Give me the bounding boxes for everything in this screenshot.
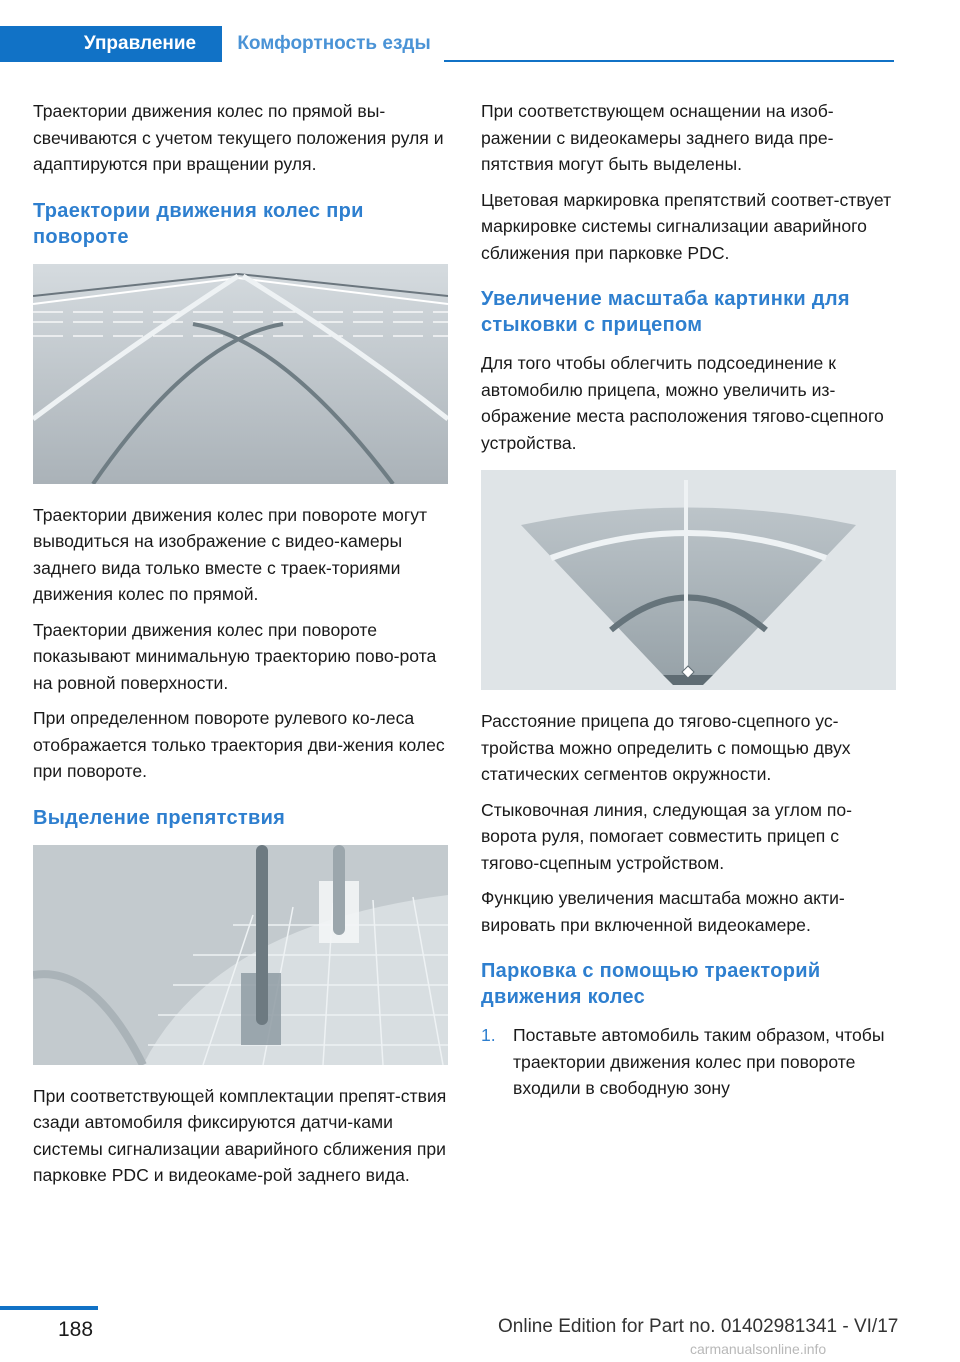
section-heading-turn-trajectories: Траектории движения колес при повороте [33,199,364,248]
paragraph: Траектории движения колес по прямой вы-свечиваются с учетом текущего положения руля и адаптируются при вращении руля. [33,101,444,174]
right-column [481,98,896,1102]
paragraph: При соответствующем оснащении на изоб-ражении с видеокамеры заднего вида пре-пятствия могут быть выделены. [481,101,834,174]
figure-obstacle-marking [33,845,448,1065]
step-item [481,1022,896,1102]
section-heading-obstacles: Выделение препятствия [33,806,286,829]
step-number: 1. [481,1025,496,1045]
paragraph: Траектории движения колес при повороте могут выводиться на изображение с видео-камеры заднего вида только вместе с траек-ториями движения колес по прямой. [33,504,428,604]
steps-list [481,1022,896,1102]
paragraph: Расстояние прицепа до тягово-сцепного ус-тройства можно определить с помощью двух статических сегментов окружности. [481,711,851,784]
paragraph: При определенном повороте рулевого ко-леса отображается только траектория дви-жения колес при повороте. [33,708,445,781]
header-rule [444,60,894,62]
figure-turn-trajectories [33,264,448,484]
footer-bar [0,1306,98,1310]
paragraph: Стыковочная линия, следующая за углом по-ворота руля, помогает совместить прицеп с тягово-сцепным устройством. [481,799,853,873]
paragraph: Для того чтобы облегчить подсоединение к автомобилю прицепа, можно увеличить из-ображение места расположения тягово-сцепного устройства. [481,353,884,453]
watermark: carmanualsonline.info [690,1341,827,1357]
edition-label: Online Edition for Part no. 01402981341 - VI/17 [498,1316,899,1337]
paragraph: Цветовая маркировка препятствий соответ-ствует маркировке системы сигнализации аварийного сближения при парковке PDC. [481,189,892,263]
page-number: 188 [58,1318,94,1341]
section-heading-trailer-zoom: Увеличение масштаба картинки для стыковки с прицепом [481,288,850,336]
section-heading-parking-trajectories: Парковка с помощью траекторий движения колес [481,960,821,1008]
paragraph: Траектории движения колес при повороте показывают минимальную траекторию пово-рота на ровной поверхности. [33,619,437,693]
step-text: Поставьте автомобиль таким образом, чтобы траектории движения колес при повороте входили в свободную зону [513,1025,885,1098]
paragraph: При соответствующей комплектации препят-ствия сзади автомобиля фиксируются датчи-ками системы сигнализации аварийного сближения при парковке PDC и видеокаме-рой заднего вида. [33,1085,447,1185]
header-tab-comfort: Комфортность езды [237,33,431,54]
paragraph: Функцию увеличения масштаба можно акти-вировать при включенной видеокамере. [481,888,845,935]
figure-trailer-zoom [481,470,896,690]
left-column [33,98,448,1198]
header-tab-controls: Управление [0,26,222,62]
